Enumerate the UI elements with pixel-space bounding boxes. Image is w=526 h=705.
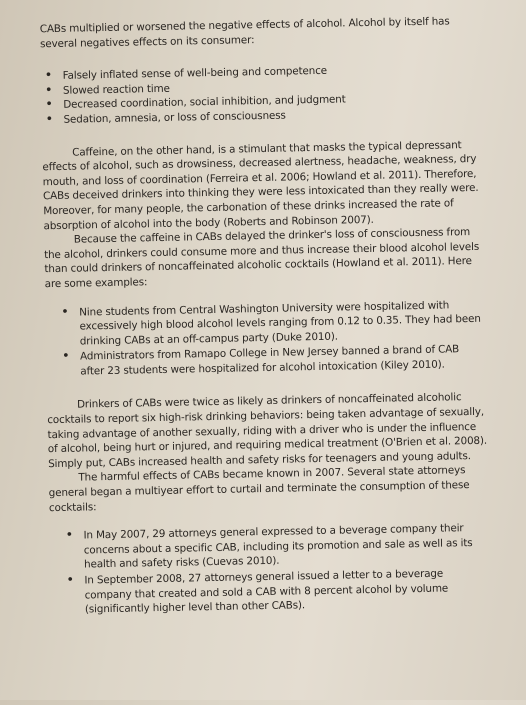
caffeine-paragraph: Caffeine, on the other hand, is a stimulant that masks the typical depressant effects of alcohol, such as drowsiness, decreased alertness, headache, weakness, dry mouth, and loss of coordination (Ferreira et al. 2006; Howland et al. 2011). Therefore, CABs deceived drinkers into thinking they were less intoxicated than they really were. Moreover, for many people, the carbonation of these drinks increased the rate of absorption of alcohol into the body (Roberts and Robinson 2007). (42, 138, 479, 232)
harmful-paragraph: The harmful effects of CABs became known in 2007. Several state attorneys general began a multiyear effort to curtail and terminate the consumption of these cocktails: (48, 464, 470, 514)
list-item: • In May 2007, 29 attorneys general expressed to a beverage company their concerns about a specific CAB, including its promotion and sale as well as its health and safety risks (Cuevas 2010). (61, 521, 490, 573)
attorneys-list (49, 521, 491, 618)
delay-paragraph: Because the caffeine in CABs delayed the drinker's loss of consciousness from the alcohol, drinkers could consume more and thus increase their blood alcohol levels than could drinkers of noncaffeinated alcoholic cocktails (Howland et al. 2011). Here are some examples: (44, 226, 480, 291)
list-item: • Administrators from Ramapo College in New Jersey banned a brand of CAB after 23 students were hospitalized for alcohol intoxication (Kiley 2010). (58, 342, 486, 379)
intro-paragraph: CABs multiplied or worsened the negative effects of alcohol. Alcohol by itself has several negatives effects on its consumer: (39, 15, 450, 50)
list-item: • In September 2008, 27 attorneys general issued a letter to a beverage company that created and sold a CAB with 8 percent alcohol by volume (significantly higher level than other CABs). (62, 566, 491, 618)
list-item: • Falsely inflated sense of well-being and competence (41, 61, 481, 84)
list-item: • Sedation, amnesia, or loss of consciousness (41, 105, 481, 128)
list-item: • Nine students from Central Washington University were hospitalized with excessively high blood alcohol levels ranging from 0.12 to 0.35. They had been drinking CABs at an off-campus party (Duke 2010). (57, 297, 486, 349)
examples-list (45, 297, 486, 379)
list-item: • Decreased coordination, social inhibition, and judgment (41, 90, 481, 113)
alcohol-effects-list (41, 61, 482, 128)
risk-paragraph: Drinkers of CABs were twice as likely as drinkers of noncaffeinated alcoholic cocktails to report six high-risk drinking behaviors: being taken advantage of sexually, taking advantage of another sexually, riding with a driver who is under the influence of alcohol, being hurt or injured, and requiring medical treatment (O'Brien et al. 2008). Simply put, CABs increased health and safety risks for teenagers and young adults. (47, 391, 488, 470)
list-item: • Slowed reaction time (41, 76, 481, 99)
